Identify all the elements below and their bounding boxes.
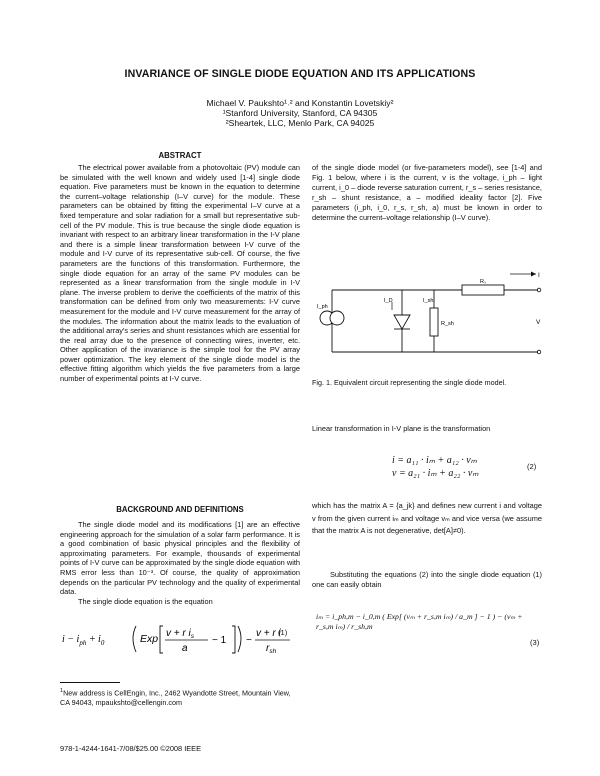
equation-1 <box>60 616 300 660</box>
equation-2-number: (2) <box>527 462 537 471</box>
eq1-frac-den: a <box>182 643 188 654</box>
substitution-paragraph: Substituting the equations (2) into the single diode equation (1) one can easily obtain <box>312 570 542 589</box>
equation-3-number: (3) <box>530 638 540 647</box>
linear-transform-text: Linear transformation in I-V plane is the transformation <box>312 424 491 433</box>
figure-1-caption: Fig. 1. Equivalent circuit representing the single diode model. <box>312 378 507 387</box>
shunt-resistor <box>430 308 438 336</box>
background-paragraph-1: The single diode model and its modifications [1] are an effective engineering approach for the simulation of a solar farm performance. It is a good combination of basic physical principles and the flexibility of approximating parameters. For example, thousands of experimental points of I-V curve can be approximated by the single diode equation with RMS error less than 10⁻³. Of course, the quality of approximation depends on the particular PV technology and the quality of experimental data. <box>60 520 300 597</box>
background-heading: BACKGROUND AND DEFINITIONS <box>116 505 244 514</box>
series-resistor <box>462 285 504 295</box>
current-source-2 <box>330 311 344 325</box>
label-rsh: R_sh <box>441 321 454 327</box>
footnote-text: New address is CellEngin, Inc., 2462 Wyandotte Street, Mountain View, CA 94043, mpaukshto@cellengin.com <box>60 688 291 707</box>
author-line: Michael V. Paukshto¹˒² and Konstantin Lovetskiy² <box>206 98 394 108</box>
eq1-paren-left <box>133 626 136 652</box>
equation-2-line-2: v = a₂₁ · iₘ + a₂₂ · vₘ <box>392 468 479 479</box>
affiliation-1: ¹Stanford University, Stanford, CA 94305 <box>222 108 378 118</box>
equation-1-svg <box>60 616 300 660</box>
equation-2-line-1: i = a₁₁ · iₘ + a₁₂ · vₘ <box>392 455 477 466</box>
background-paragraph-2: The single diode equation is the equation <box>78 596 213 606</box>
eq1-lhs: $i - i_{ph} + i_0$ <box>62 634 105 647</box>
equation-3: iₘ = i_ph,m − i_0,m ( Exp[ (vₘ + r_s,m iₘ) / a_m ] − 1 ) − (vₘ + r_s,m iₘ) / r_sh,m <box>316 612 523 631</box>
circuit-svg <box>312 268 542 368</box>
right-intro: of the single diode model (or five-parameters model), see [1-4] and Fig. 1 below, where i is the current, v is the voltage, i_ph – light current, i_0 – diode reverse saturation current, r_s – series resistance, r_sh – shunt resistance, a – modified ideality factor [2]. Five parameters (i_ph, i_0, r_s, r_sh, a) must be known in order to determine the current–voltage relationship (I–V curve). <box>312 163 542 222</box>
copyright: 978-1-4244-1641-7/08/$25.00 ©2008 IEEE <box>60 744 202 753</box>
paper-title: INVARIANCE OF SINGLE DIODE EQUATION AND ITS APPLICATIONS <box>124 68 476 80</box>
abstract-heading: ABSTRACT <box>158 151 202 160</box>
footnote-mark: 1 <box>60 688 64 694</box>
eq1-frac2-den: $r_{sh}$ <box>266 643 277 655</box>
eq1-minus: − <box>246 635 252 646</box>
figure-1-circuit <box>312 268 542 368</box>
abstract-text: The electrical power available from a photovoltaic (PV) module can be simulated with the well known and widely used [1-4] single diode equation. Five parameters must be known in the equation to determine the current–voltage relationship (I–V curve) for the module. These parameters can be obtained by fitting the experimental I–V curve at a fixed temperature and solar radiation for a small but representative sub-cell of the PV module. This is true because the single diode equation is invariant with respect to an arbitrary linear transformation in the I-V plane and there is a simple linear transformation between I-V curve of the module and I-V curve of its representative sub-cell. Of course, the five parameters are the functions of this transformation. Furthermore, the single diode equation for an array of the same PV modules can be represented as a linear transformation from the single module in I-V plane. The inverse problem to derive the coefficients of the matrix of this transformation can be defined from only two measurements: I-V curve measurement for the module and I-V curve measurement for the array of the modules. The information about the matrix leads to the evaluation of the additional array's series and shunt resistances which are essential for the real array due to the presence of connecting wires, inverter, etc. Other application of the invariance is the simple tool for the PV array power optimization. The key element of the single diode model is the effective fitting algorithm which yields the five parameters from a large number of experimental points at I-V curve. <box>60 163 300 384</box>
equation-1-number: (1) <box>278 628 288 637</box>
eq1-paren-right <box>238 626 241 652</box>
eq1-bracket-left <box>160 626 163 653</box>
footnote-rule <box>60 682 120 683</box>
label-id: I_D <box>384 298 393 304</box>
diode-icon <box>394 315 410 329</box>
matrix-text: which has the matrix A = {a_jk} and defines new current i and voltage v from the given current iₘ and voltage vₘ and vice versa (we assume that the matrix A is not degenerative, det[A]≠0). <box>312 501 542 536</box>
eq1-frac-num: v + r $i_s$ <box>166 628 194 640</box>
eq1-minus-one: − 1 <box>212 635 227 646</box>
abstract-body <box>60 163 300 384</box>
label-iph: I_ph <box>317 304 328 310</box>
background-body <box>60 520 300 606</box>
eq1-exp: Exp <box>140 633 159 645</box>
label-v: V <box>536 319 541 326</box>
substitution-text <box>312 570 542 589</box>
label-ish: I_sh <box>423 298 434 304</box>
label-rs: Rₛ <box>480 279 487 285</box>
footnote <box>60 687 300 707</box>
eq1-frac2-num: v + r i <box>256 628 281 639</box>
current-arrow-head <box>531 272 536 277</box>
eq1-bracket-right <box>232 626 235 653</box>
affiliation-2: ²Sheartek, LLC, Menlo Park, CA 94025 <box>225 118 375 128</box>
label-i: I <box>538 272 540 279</box>
